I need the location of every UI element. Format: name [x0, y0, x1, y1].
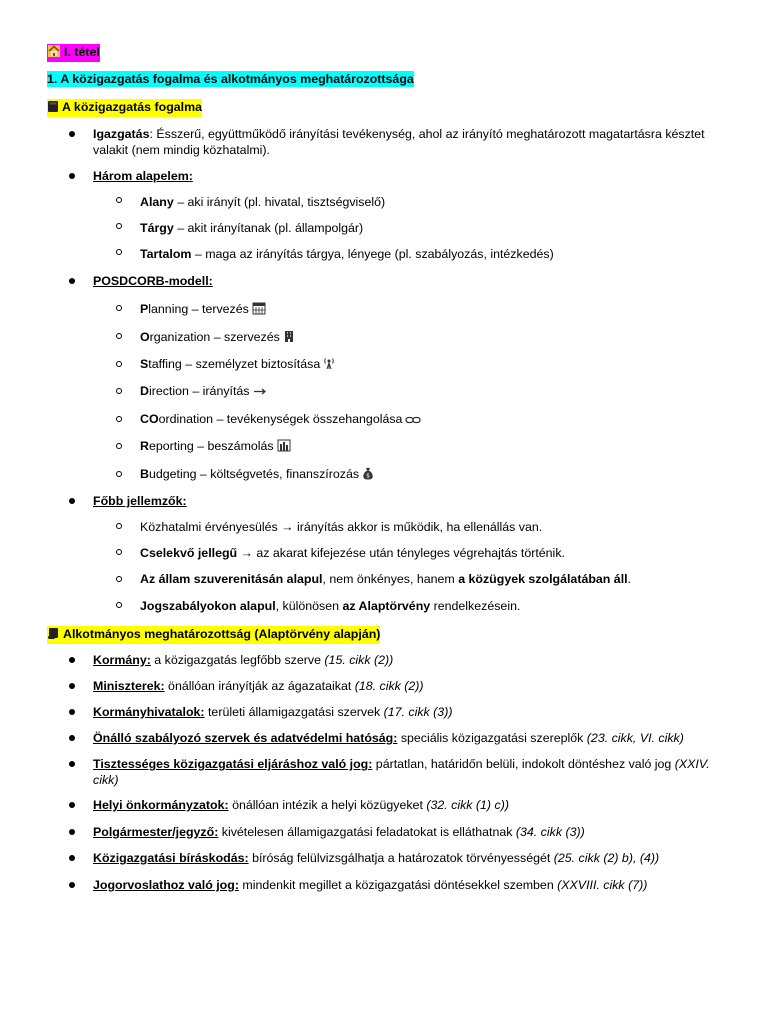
citation: (XXVIII. cikk (7)): [557, 878, 648, 892]
sub-bullet: [116, 197, 122, 203]
house-icon: [47, 44, 61, 62]
list-item-targy: [140, 220, 740, 236]
label: rganization – szervezés: [149, 330, 280, 344]
definition: – maga az irányítás tárgya, lényege (pl. szabályozás, intézkedés): [191, 247, 554, 261]
term: Önálló szabályozó szervek és adatvédelmi hatóság:: [93, 731, 398, 745]
section2-heading: [47, 626, 380, 644]
bullet: [69, 802, 75, 808]
bullet: [69, 855, 75, 861]
text: , különösen: [275, 599, 343, 613]
list-item-jogorvoslat: [93, 877, 733, 893]
list-item-kormany: [93, 652, 733, 668]
label: irection – irányítás: [148, 384, 250, 398]
bullet: [69, 683, 75, 689]
definition: kivételesen államigazgatási feladatokat is elláthatnak: [218, 825, 516, 839]
initial: O: [140, 330, 150, 344]
definition: bíróság felülvizsgálhatja a határozatok törvényességét: [248, 851, 554, 865]
bullet: [69, 498, 75, 504]
bullet: [69, 657, 75, 663]
book-icon: [47, 100, 59, 117]
list-item-onallo-szervek: [93, 730, 733, 746]
term: Alany: [140, 195, 174, 209]
label: ordination – tevékenységek összehangolása: [158, 412, 403, 426]
sub-bullet: [116, 249, 122, 255]
posdcorb-item-organization: [140, 329, 740, 347]
posdcorb-item-direction: [140, 383, 740, 401]
list-item-cselekvo: [140, 545, 740, 561]
term: Cselekvő jellegű: [140, 546, 238, 560]
term: Tisztességes közigazgatási eljáráshoz való jog:: [93, 757, 373, 771]
citation: (XXIV. cikk): [93, 757, 710, 787]
definition: önállóan irányítják az ágazataikat: [164, 679, 355, 693]
definition: területi államigazgatási szervek: [204, 705, 384, 719]
posdcorb-item-budgeting: [140, 466, 740, 484]
citation: (23. cikk, VI. cikk): [586, 731, 684, 745]
definition: – akit irányítanak (pl. állampolgár): [173, 221, 364, 235]
section2-heading-text: Alkotmányos meghatározottság (Alaptörvény alapján): [63, 627, 381, 641]
title-tag-text: I. tétel: [64, 45, 100, 59]
term: Igazgatás: [93, 127, 150, 141]
term: a közügyek szolgálatában áll: [458, 572, 628, 586]
list-item-birakodas: [93, 850, 733, 866]
citation: (15. cikk (2)): [324, 653, 394, 667]
initial: S: [140, 357, 149, 371]
list-item-kozhatalmi: Közhatalmi érvényesülés → irányítás akkor is működik, ha ellenállás van.: [140, 520, 543, 534]
section1-heading-text: A közigazgatás fogalma: [62, 100, 202, 114]
list-item-helyi-onkormanyzatok: [93, 797, 733, 813]
definition: speciális közigazgatási szereplők: [397, 731, 587, 745]
initial: B: [140, 467, 149, 481]
sub-bullet: [116, 549, 122, 555]
scroll-icon: [47, 627, 60, 644]
building-icon: [283, 330, 295, 347]
bullet: [69, 173, 75, 179]
text: .: [627, 572, 632, 586]
bullet: [69, 131, 75, 137]
link-icon: [405, 413, 421, 429]
list-item-alany: [140, 194, 740, 210]
term: Jogorvoslathoz való jog:: [93, 878, 239, 892]
initial: R: [140, 439, 149, 453]
svg-text:$: $: [366, 472, 370, 480]
label: lanning – tervezés: [148, 302, 249, 316]
posdcorb-heading: POSDCORB-modell:: [93, 274, 213, 288]
sub-bullet: [116, 416, 122, 422]
posdcorb-item-coordination: [140, 411, 740, 429]
definition: önállóan intézik a helyi közügyeket: [228, 798, 427, 812]
title-tag: [47, 44, 100, 62]
text: rendelkezésein.: [430, 599, 521, 613]
definition: – aki irányít (pl. hivatal, tisztségviselő): [173, 195, 386, 209]
list-item-igazgatas: [93, 126, 733, 158]
list-item-tisztesseges-eljaras: [93, 756, 733, 788]
harom-alapelem-heading: Három alapelem:: [93, 169, 193, 183]
posdcorb-item-planning: [140, 301, 740, 319]
arrow-right-icon: [253, 385, 267, 401]
initial: CO: [140, 412, 159, 426]
sub-bullet: [116, 523, 122, 529]
posdcorb-item-reporting: [140, 438, 740, 456]
term: Helyi önkormányzatok:: [93, 798, 229, 812]
term: Kormány:: [93, 653, 151, 667]
money-bag-icon: [362, 467, 374, 484]
bullet: [69, 829, 75, 835]
sub-bullet: [116, 333, 122, 339]
sub-bullet: [116, 223, 122, 229]
term: Közigazgatási bíráskodás:: [93, 851, 249, 865]
bar-chart-icon: [277, 439, 291, 456]
definition: mindenkit megillet a közigazgatási döntésekkel szemben: [238, 878, 558, 892]
definition: pártatlan, határidőn belüli, indokolt döntéshez való jog: [372, 757, 675, 771]
jellemzok-heading: Főbb jellemzők:: [93, 494, 187, 508]
sub-bullet: [116, 443, 122, 449]
sub-bullet: [116, 305, 122, 311]
label: eporting – beszámolás: [148, 439, 274, 453]
bullet: [69, 709, 75, 715]
bullet: [69, 882, 75, 888]
posdcorb-item-staffing: [140, 356, 740, 374]
list-item-szuverenitas: [140, 571, 740, 587]
list-item-kormanyhivatalok: [93, 704, 733, 720]
definition: → az akarat kifejezése után tényleges végrehajtás történik.: [237, 546, 565, 560]
citation: (32. cikk (1) c)): [426, 798, 509, 812]
initial: P: [140, 302, 149, 316]
term: Miniszterek:: [93, 679, 165, 693]
definition: a közigazgatás legfőbb szerve: [150, 653, 325, 667]
term: Tartalom: [140, 247, 192, 261]
list-item-miniszterek: [93, 678, 733, 694]
term: Tárgy: [140, 221, 174, 235]
bullet: [69, 761, 75, 767]
list-item-tartalom: [140, 246, 740, 262]
term: Az állam szuverenitásán alapul: [140, 572, 323, 586]
citation: (34. cikk (3)): [515, 825, 585, 839]
main-heading: 1. A közigazgatás fogalma és alkotmányos meghatározottsága: [47, 72, 414, 86]
definition: : Ésszerű, együttműködő irányítási tevékenység, ahol az irányító meghatározott magatartásra késztet valakit (nem mindig közhatalmi).: [93, 127, 705, 157]
label: taffing – személyzet biztosítása: [148, 357, 321, 371]
citation: (25. cikk (2) b), (4)): [553, 851, 660, 865]
sub-bullet: [116, 602, 122, 608]
term: Polgármester/jegyző:: [93, 825, 219, 839]
list-item-polgarmester: [93, 824, 733, 840]
antenna-icon: [323, 357, 335, 374]
text: , nem önkényes, hanem: [322, 572, 459, 586]
sub-bullet: [116, 388, 122, 394]
sub-bullet: [116, 471, 122, 477]
sub-bullet: [116, 576, 122, 582]
calendar-icon: [252, 302, 266, 319]
citation: (18. cikk (2)): [354, 679, 424, 693]
term: Jogszabályokon alapul: [140, 599, 276, 613]
bullet: [69, 735, 75, 741]
bullet: [69, 278, 75, 284]
section1-heading: [47, 99, 202, 117]
term: Kormányhivatalok:: [93, 705, 205, 719]
initial: D: [140, 384, 149, 398]
citation: (17. cikk (3)): [383, 705, 453, 719]
term: az Alaptörvény: [342, 599, 431, 613]
list-item-jogszabalyok: [140, 598, 740, 614]
label: udgeting – költségvetés, finanszírozás: [148, 467, 360, 481]
sub-bullet: [116, 361, 122, 367]
